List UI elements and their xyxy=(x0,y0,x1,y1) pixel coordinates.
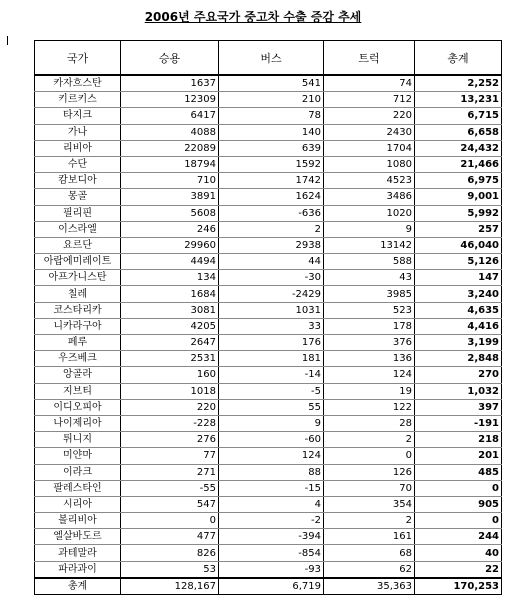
bus-cell: 2938 xyxy=(219,237,324,253)
table-row xyxy=(35,221,502,237)
table-row xyxy=(35,415,502,431)
car-cell: 271 xyxy=(121,464,219,480)
table-row xyxy=(35,254,502,270)
country-cell: 니카라구아 xyxy=(35,318,121,334)
country-cell: 나이제리아 xyxy=(35,415,121,431)
car-cell: 246 xyxy=(121,221,219,237)
total-cell: 244 xyxy=(415,529,502,545)
total-cell: 2,252 xyxy=(415,75,502,92)
bus-cell: 88 xyxy=(219,464,324,480)
car-cell: 2647 xyxy=(121,335,219,351)
header-car: 승용 xyxy=(121,41,219,76)
total-cell: 397 xyxy=(415,399,502,415)
car-cell: 2531 xyxy=(121,351,219,367)
country-cell: 몽골 xyxy=(35,189,121,205)
car-cell: 826 xyxy=(121,545,219,561)
car-cell: 6417 xyxy=(121,108,219,124)
table-row xyxy=(35,513,502,529)
table-row xyxy=(35,335,502,351)
total-cell: 1,032 xyxy=(415,383,502,399)
bus-cell: 639 xyxy=(219,140,324,156)
car-cell: 3891 xyxy=(121,189,219,205)
table-row xyxy=(35,124,502,140)
total-cell: 24,432 xyxy=(415,140,502,156)
header-row xyxy=(35,41,502,76)
country-cell: 미얀마 xyxy=(35,448,121,464)
country-cell: 시리아 xyxy=(35,496,121,512)
table-row xyxy=(35,189,502,205)
table-row xyxy=(35,351,502,367)
country-cell: 볼리비아 xyxy=(35,513,121,529)
bus-cell: 33 xyxy=(219,318,324,334)
car-cell: 134 xyxy=(121,270,219,286)
car-cell: 0 xyxy=(121,513,219,529)
truck-cell: 122 xyxy=(324,399,415,415)
truck-cell: 0 xyxy=(324,448,415,464)
total-cell: 905 xyxy=(415,496,502,512)
table-row xyxy=(35,173,502,189)
table-row xyxy=(35,318,502,334)
table-row xyxy=(35,367,502,383)
export-table xyxy=(34,40,502,595)
table-body xyxy=(35,75,502,595)
truck-cell: 13142 xyxy=(324,237,415,253)
truck-cell: 1704 xyxy=(324,140,415,156)
total-cell: 13,231 xyxy=(415,92,502,108)
bus-cell: -93 xyxy=(219,561,324,578)
bus-cell: 1031 xyxy=(219,302,324,318)
bus-cell: -854 xyxy=(219,545,324,561)
car-cell: 4205 xyxy=(121,318,219,334)
bus-cell: -15 xyxy=(219,480,324,496)
car-cell: 1018 xyxy=(121,383,219,399)
car-cell: 4494 xyxy=(121,254,219,270)
car-cell: -55 xyxy=(121,480,219,496)
country-cell: 키르키스 xyxy=(35,92,121,108)
truck-cell: 178 xyxy=(324,318,415,334)
truck-cell: 124 xyxy=(324,367,415,383)
total-total-cell: 170,253 xyxy=(415,578,502,595)
car-cell: 18794 xyxy=(121,156,219,172)
country-cell: 칠레 xyxy=(35,286,121,302)
bus-cell: -5 xyxy=(219,383,324,399)
total-cell: 0 xyxy=(415,480,502,496)
total-cell: 40 xyxy=(415,545,502,561)
country-cell: 코스타리카 xyxy=(35,302,121,318)
bus-cell: 1624 xyxy=(219,189,324,205)
total-cell: 4,416 xyxy=(415,318,502,334)
total-cell: 21,466 xyxy=(415,156,502,172)
total-cell: 3,240 xyxy=(415,286,502,302)
bus-cell: -60 xyxy=(219,432,324,448)
total-cell: 0 xyxy=(415,513,502,529)
total-cell: 22 xyxy=(415,561,502,578)
total-cell: 5,992 xyxy=(415,205,502,221)
country-cell: 페루 xyxy=(35,335,121,351)
car-cell: 77 xyxy=(121,448,219,464)
car-cell: 547 xyxy=(121,496,219,512)
bus-cell: -14 xyxy=(219,367,324,383)
country-cell: 이라크 xyxy=(35,464,121,480)
car-cell: 22089 xyxy=(121,140,219,156)
country-cell: 앙골라 xyxy=(35,367,121,383)
truck-cell: 19 xyxy=(324,383,415,399)
bus-cell: 181 xyxy=(219,351,324,367)
total-cell: 257 xyxy=(415,221,502,237)
title-text: 2006년 주요국가 중고차 수출 증감 추세 xyxy=(144,10,362,24)
bus-cell: -394 xyxy=(219,529,324,545)
total-cell: 2,848 xyxy=(415,351,502,367)
bus-cell: 44 xyxy=(219,254,324,270)
truck-cell: 1020 xyxy=(324,205,415,221)
bus-cell: 55 xyxy=(219,399,324,415)
header-truck: 트럭 xyxy=(324,41,415,76)
car-cell: 12309 xyxy=(121,92,219,108)
country-cell: 리비아 xyxy=(35,140,121,156)
country-cell: 요르단 xyxy=(35,237,121,253)
truck-cell: 74 xyxy=(324,75,415,92)
table-row xyxy=(35,237,502,253)
country-cell: 팔레스타인 xyxy=(35,480,121,496)
truck-cell: 376 xyxy=(324,335,415,351)
total-cell: 218 xyxy=(415,432,502,448)
car-cell: 710 xyxy=(121,173,219,189)
bus-cell: 9 xyxy=(219,415,324,431)
table-row xyxy=(35,140,502,156)
total-cell: 6,658 xyxy=(415,124,502,140)
total-cell: 46,040 xyxy=(415,237,502,253)
table-row xyxy=(35,205,502,221)
total-cell: 3,199 xyxy=(415,335,502,351)
truck-cell: 9 xyxy=(324,221,415,237)
truck-cell: 43 xyxy=(324,270,415,286)
car-cell: 276 xyxy=(121,432,219,448)
truck-cell: 70 xyxy=(324,480,415,496)
table-row xyxy=(35,383,502,399)
truck-cell: 68 xyxy=(324,545,415,561)
table-row xyxy=(35,399,502,415)
country-cell: 튀니지 xyxy=(35,432,121,448)
car-cell: 477 xyxy=(121,529,219,545)
truck-cell: 136 xyxy=(324,351,415,367)
truck-cell: 2 xyxy=(324,513,415,529)
text-cursor xyxy=(7,36,8,45)
country-cell: 카자흐스탄 xyxy=(35,75,121,92)
bus-cell: 1592 xyxy=(219,156,324,172)
car-cell: 1684 xyxy=(121,286,219,302)
bus-cell: 1742 xyxy=(219,173,324,189)
table-row xyxy=(35,496,502,512)
truck-cell: 2 xyxy=(324,432,415,448)
truck-cell: 1080 xyxy=(324,156,415,172)
total-cell: 6,975 xyxy=(415,173,502,189)
table-row xyxy=(35,270,502,286)
truck-cell: 4523 xyxy=(324,173,415,189)
table-row xyxy=(35,432,502,448)
table-row xyxy=(35,480,502,496)
truck-cell: 220 xyxy=(324,108,415,124)
bus-cell: 78 xyxy=(219,108,324,124)
total-cell: 9,001 xyxy=(415,189,502,205)
total-cell: 6,715 xyxy=(415,108,502,124)
table-row xyxy=(35,302,502,318)
car-cell: 3081 xyxy=(121,302,219,318)
table-row xyxy=(35,75,502,92)
bus-cell: -636 xyxy=(219,205,324,221)
truck-cell: 712 xyxy=(324,92,415,108)
total-row xyxy=(35,578,502,595)
total-cell: 270 xyxy=(415,367,502,383)
country-cell: 우즈베크 xyxy=(35,351,121,367)
header-total: 총계 xyxy=(415,41,502,76)
document-title xyxy=(0,8,506,25)
table-row xyxy=(35,464,502,480)
country-cell: 아프가니스탄 xyxy=(35,270,121,286)
bus-cell: -2 xyxy=(219,513,324,529)
total-bus-cell: 6,719 xyxy=(219,578,324,595)
table-row xyxy=(35,92,502,108)
table-row xyxy=(35,286,502,302)
car-cell: 220 xyxy=(121,399,219,415)
total-car-cell: 128,167 xyxy=(121,578,219,595)
country-cell: 지브티 xyxy=(35,383,121,399)
total-truck-cell: 35,363 xyxy=(324,578,415,595)
truck-cell: 126 xyxy=(324,464,415,480)
car-cell: 160 xyxy=(121,367,219,383)
bus-cell: 541 xyxy=(219,75,324,92)
table-row xyxy=(35,108,502,124)
truck-cell: 161 xyxy=(324,529,415,545)
car-cell: 4088 xyxy=(121,124,219,140)
truck-cell: 2430 xyxy=(324,124,415,140)
total-cell: -191 xyxy=(415,415,502,431)
header-country: 국가 xyxy=(35,41,121,76)
truck-cell: 588 xyxy=(324,254,415,270)
bus-cell: 124 xyxy=(219,448,324,464)
car-cell: 53 xyxy=(121,561,219,578)
country-cell: 수단 xyxy=(35,156,121,172)
car-cell: 5608 xyxy=(121,205,219,221)
country-cell: 과테말라 xyxy=(35,545,121,561)
table-row xyxy=(35,448,502,464)
car-cell: -228 xyxy=(121,415,219,431)
total-cell: 147 xyxy=(415,270,502,286)
bus-cell: 2 xyxy=(219,221,324,237)
header-bus: 버스 xyxy=(219,41,324,76)
bus-cell: 4 xyxy=(219,496,324,512)
country-cell: 파라과이 xyxy=(35,561,121,578)
total-cell: 201 xyxy=(415,448,502,464)
table-row xyxy=(35,561,502,578)
bus-cell: -2429 xyxy=(219,286,324,302)
bus-cell: -30 xyxy=(219,270,324,286)
truck-cell: 354 xyxy=(324,496,415,512)
bus-cell: 140 xyxy=(219,124,324,140)
country-cell: 아랍에미레이트 xyxy=(35,254,121,270)
total-cell: 5,126 xyxy=(415,254,502,270)
country-cell: 캄보디아 xyxy=(35,173,121,189)
country-cell: 이디오피아 xyxy=(35,399,121,415)
table-row xyxy=(35,545,502,561)
total-country-cell: 총계 xyxy=(35,578,121,595)
car-cell: 29960 xyxy=(121,237,219,253)
truck-cell: 523 xyxy=(324,302,415,318)
table-row xyxy=(35,156,502,172)
country-cell: 이스라엘 xyxy=(35,221,121,237)
car-cell: 1637 xyxy=(121,75,219,92)
bus-cell: 210 xyxy=(219,92,324,108)
total-cell: 485 xyxy=(415,464,502,480)
truck-cell: 3486 xyxy=(324,189,415,205)
country-cell: 타지크 xyxy=(35,108,121,124)
bus-cell: 176 xyxy=(219,335,324,351)
truck-cell: 3985 xyxy=(324,286,415,302)
country-cell: 엘살바도르 xyxy=(35,529,121,545)
country-cell: 필리핀 xyxy=(35,205,121,221)
truck-cell: 28 xyxy=(324,415,415,431)
country-cell: 가나 xyxy=(35,124,121,140)
truck-cell: 62 xyxy=(324,561,415,578)
table-row xyxy=(35,529,502,545)
total-cell: 4,635 xyxy=(415,302,502,318)
